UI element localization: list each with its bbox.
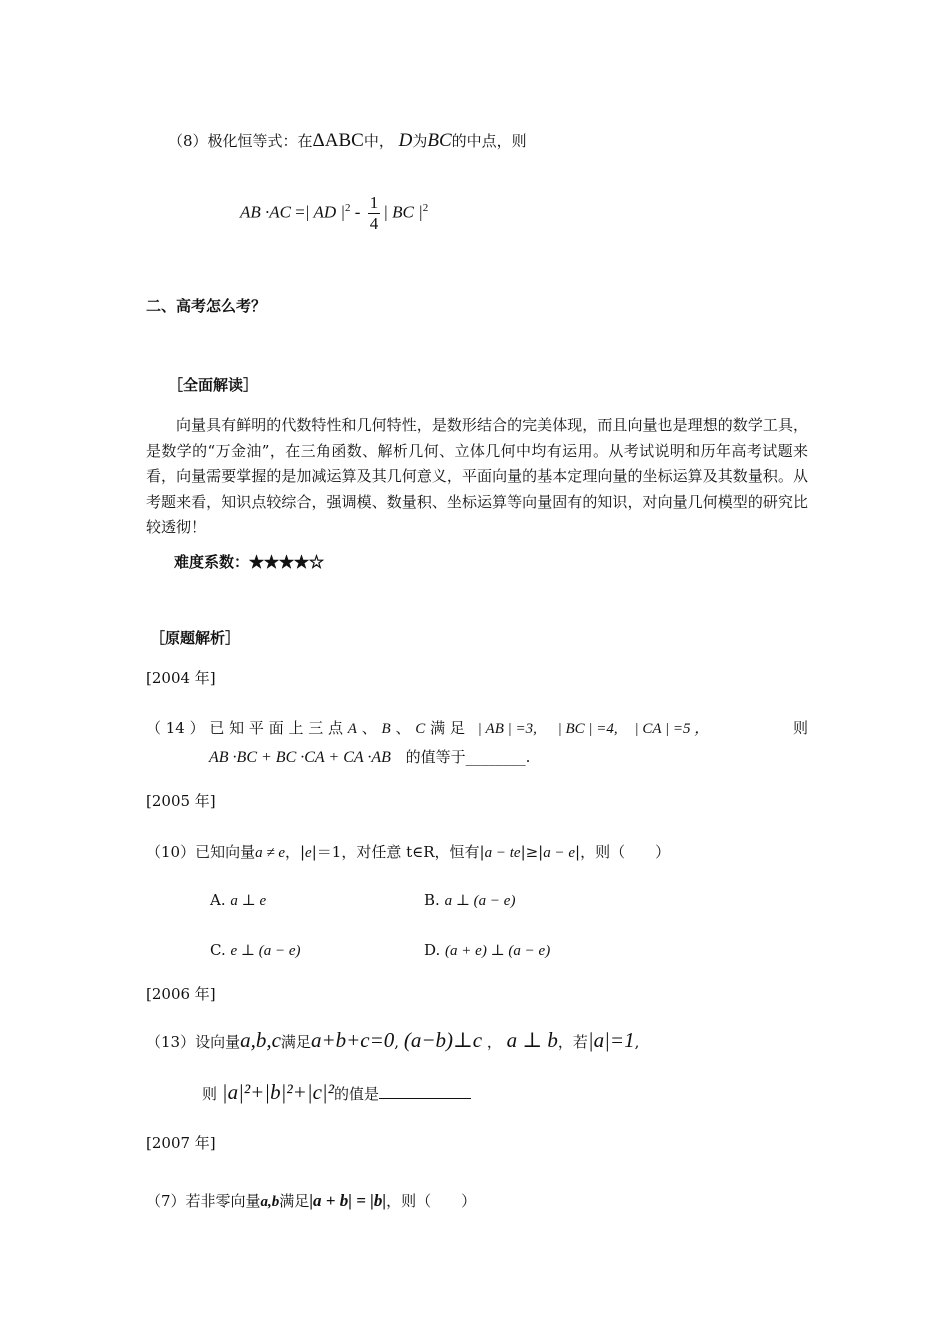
a-minus-te: a − te [484, 845, 521, 861]
sq-2: 2 [422, 201, 429, 214]
formula-lhs: AB ·AC [240, 202, 291, 222]
difficulty-label: 难度系数： [174, 553, 250, 571]
q2006-cond: 满足 [280, 1033, 311, 1051]
option-d [424, 941, 550, 960]
q2005-text2: ，| [284, 843, 306, 861]
year-2006: [2006 年] [146, 985, 216, 1003]
q2004-cond: 满 足 [430, 719, 465, 737]
polarization-formula [240, 193, 428, 234]
reading-heading: ［全面解读］ [168, 376, 259, 394]
option-c-label: C. [210, 941, 226, 959]
option-b-text: a ⊥ (a − e) [444, 893, 516, 909]
year-2005: [2005 年] [146, 792, 216, 810]
frac-den: 4 [369, 214, 379, 233]
a-ne-e: a ≠ e [255, 845, 285, 861]
q2005-text5: |≥| [520, 843, 544, 861]
segment-bc: BC [427, 130, 452, 151]
item8-line [168, 130, 527, 152]
q2006-then: 则 [202, 1085, 218, 1103]
q2004-line1 [146, 717, 808, 738]
q2004-then: 则 [792, 719, 808, 737]
item8-label: （8）极化恒等式：在 [168, 132, 313, 150]
q2007-label: （7）若非零向量 [146, 1192, 261, 1210]
norm-a: |a|=1 [587, 1028, 635, 1052]
q2005-text3: |＝1，对任意 [311, 843, 402, 861]
q2007-cond: 满足 [279, 1192, 310, 1210]
option-b [424, 891, 515, 910]
frac-num: 1 [369, 193, 379, 212]
analysis-heading: ［原题解析］ [150, 629, 241, 647]
formula-eq: = [295, 202, 305, 222]
q2007-ask: ，则（ ） [386, 1192, 477, 1210]
q2004-expr: AB ·BC + BC ·CA + CA ·AB [209, 749, 391, 766]
sq-1: 2 [345, 201, 351, 214]
formula-minus: - [354, 202, 361, 222]
perp-1: (a−b)⊥c [403, 1028, 483, 1052]
norm-ca: | CA | =5 ， [634, 721, 710, 737]
q2007-expr: |a + b| = |b| [309, 1191, 387, 1210]
vectors-ab: a,b [260, 1194, 280, 1210]
option-a-label: A. [210, 891, 226, 909]
q2004-line2 [209, 746, 530, 767]
option-a [210, 891, 266, 910]
formula-bc: | BC | [383, 202, 423, 222]
option-c [210, 941, 301, 960]
triangle-abc: ΔABC [312, 130, 364, 151]
option-d-label: D. [424, 941, 441, 959]
norm-ab: | AB | =3, [477, 721, 537, 737]
difficulty-line [174, 551, 324, 572]
point-b: B [381, 721, 391, 737]
sep1: 、 [361, 719, 377, 737]
option-c-text: e ⊥ (a − e) [230, 943, 301, 959]
q2005-text6: |，则（ ） [575, 843, 671, 861]
norm-bc: | BC | =4, [557, 721, 618, 737]
section-title: 二、高考怎么考？ [146, 297, 267, 315]
q2007-line [146, 1190, 476, 1211]
sep2: 、 [395, 719, 411, 737]
q2006-ask: 的值是 [334, 1085, 380, 1103]
year-2007: [2007 年] [146, 1134, 216, 1152]
item8-mid2: 为 [412, 132, 428, 150]
option-b-label: B. [424, 891, 440, 909]
q2006-if: 若 [572, 1033, 588, 1051]
q2006-label: （13）设向量 [146, 1033, 241, 1051]
sum-zero: a+b+c=0 [310, 1028, 395, 1052]
point-a: A [347, 721, 357, 737]
vectors-abc: a,b,c [240, 1028, 281, 1052]
q2005-line [146, 841, 670, 862]
difficulty-stars: ★★★★☆ [249, 553, 325, 571]
reading-paragraph: 向量具有鲜明的代数特性和几何特性，是数形结合的完美体现，而且向量也是理想的数学工具，是数学的“万金油”，在三角函数、解析几何、立体几何中均有运用。从考试说明和历年高考试题来看，向量需要掌握的是加减运算及其几何意义，平面向量的基本定理向量的坐标运算及其数量积。从考题来看，知识点较综合，强调模、数量积、坐标运算等向量固有的知识，对向量几何模型的研究比较透彻！ [146, 416, 808, 536]
a-minus-e: a − e [543, 845, 576, 861]
point-d: D [398, 130, 413, 151]
q2005-text1: （10）已知向量 [146, 843, 256, 861]
q2005-text4: ，恒有| [434, 843, 485, 861]
year-2004: [2004 年] [146, 669, 216, 687]
q2004-label: （ 14 ） 已 知 平 面 上 三 点 [146, 719, 344, 737]
item8-tail: 的中点，则 [451, 132, 527, 150]
q2006-line2 [202, 1080, 471, 1105]
fraction-one-quarter [368, 193, 381, 234]
option-a-text: a ⊥ e [230, 893, 267, 909]
q2006-expr: |a|²+|b|²+|c|² [221, 1080, 334, 1104]
formula-ad: | AD | [304, 202, 346, 222]
perp-2: a ⊥ b [506, 1028, 558, 1052]
point-c: C [415, 721, 426, 737]
answer-blank[interactable] [379, 1084, 471, 1099]
e-norm: e [305, 845, 312, 861]
item8-mid1: 中， [363, 132, 394, 150]
q2004-ask: 的值等于________. [405, 748, 531, 766]
t-in-r: t∈R [406, 843, 435, 861]
q2006-line1: （13）设向量a,b,c满足a+b+c=0, (a−b)⊥c ， a ⊥ b，若|a|=1, [146, 1028, 640, 1052]
option-d-text: (a + e) ⊥ (a − e) [445, 943, 551, 959]
